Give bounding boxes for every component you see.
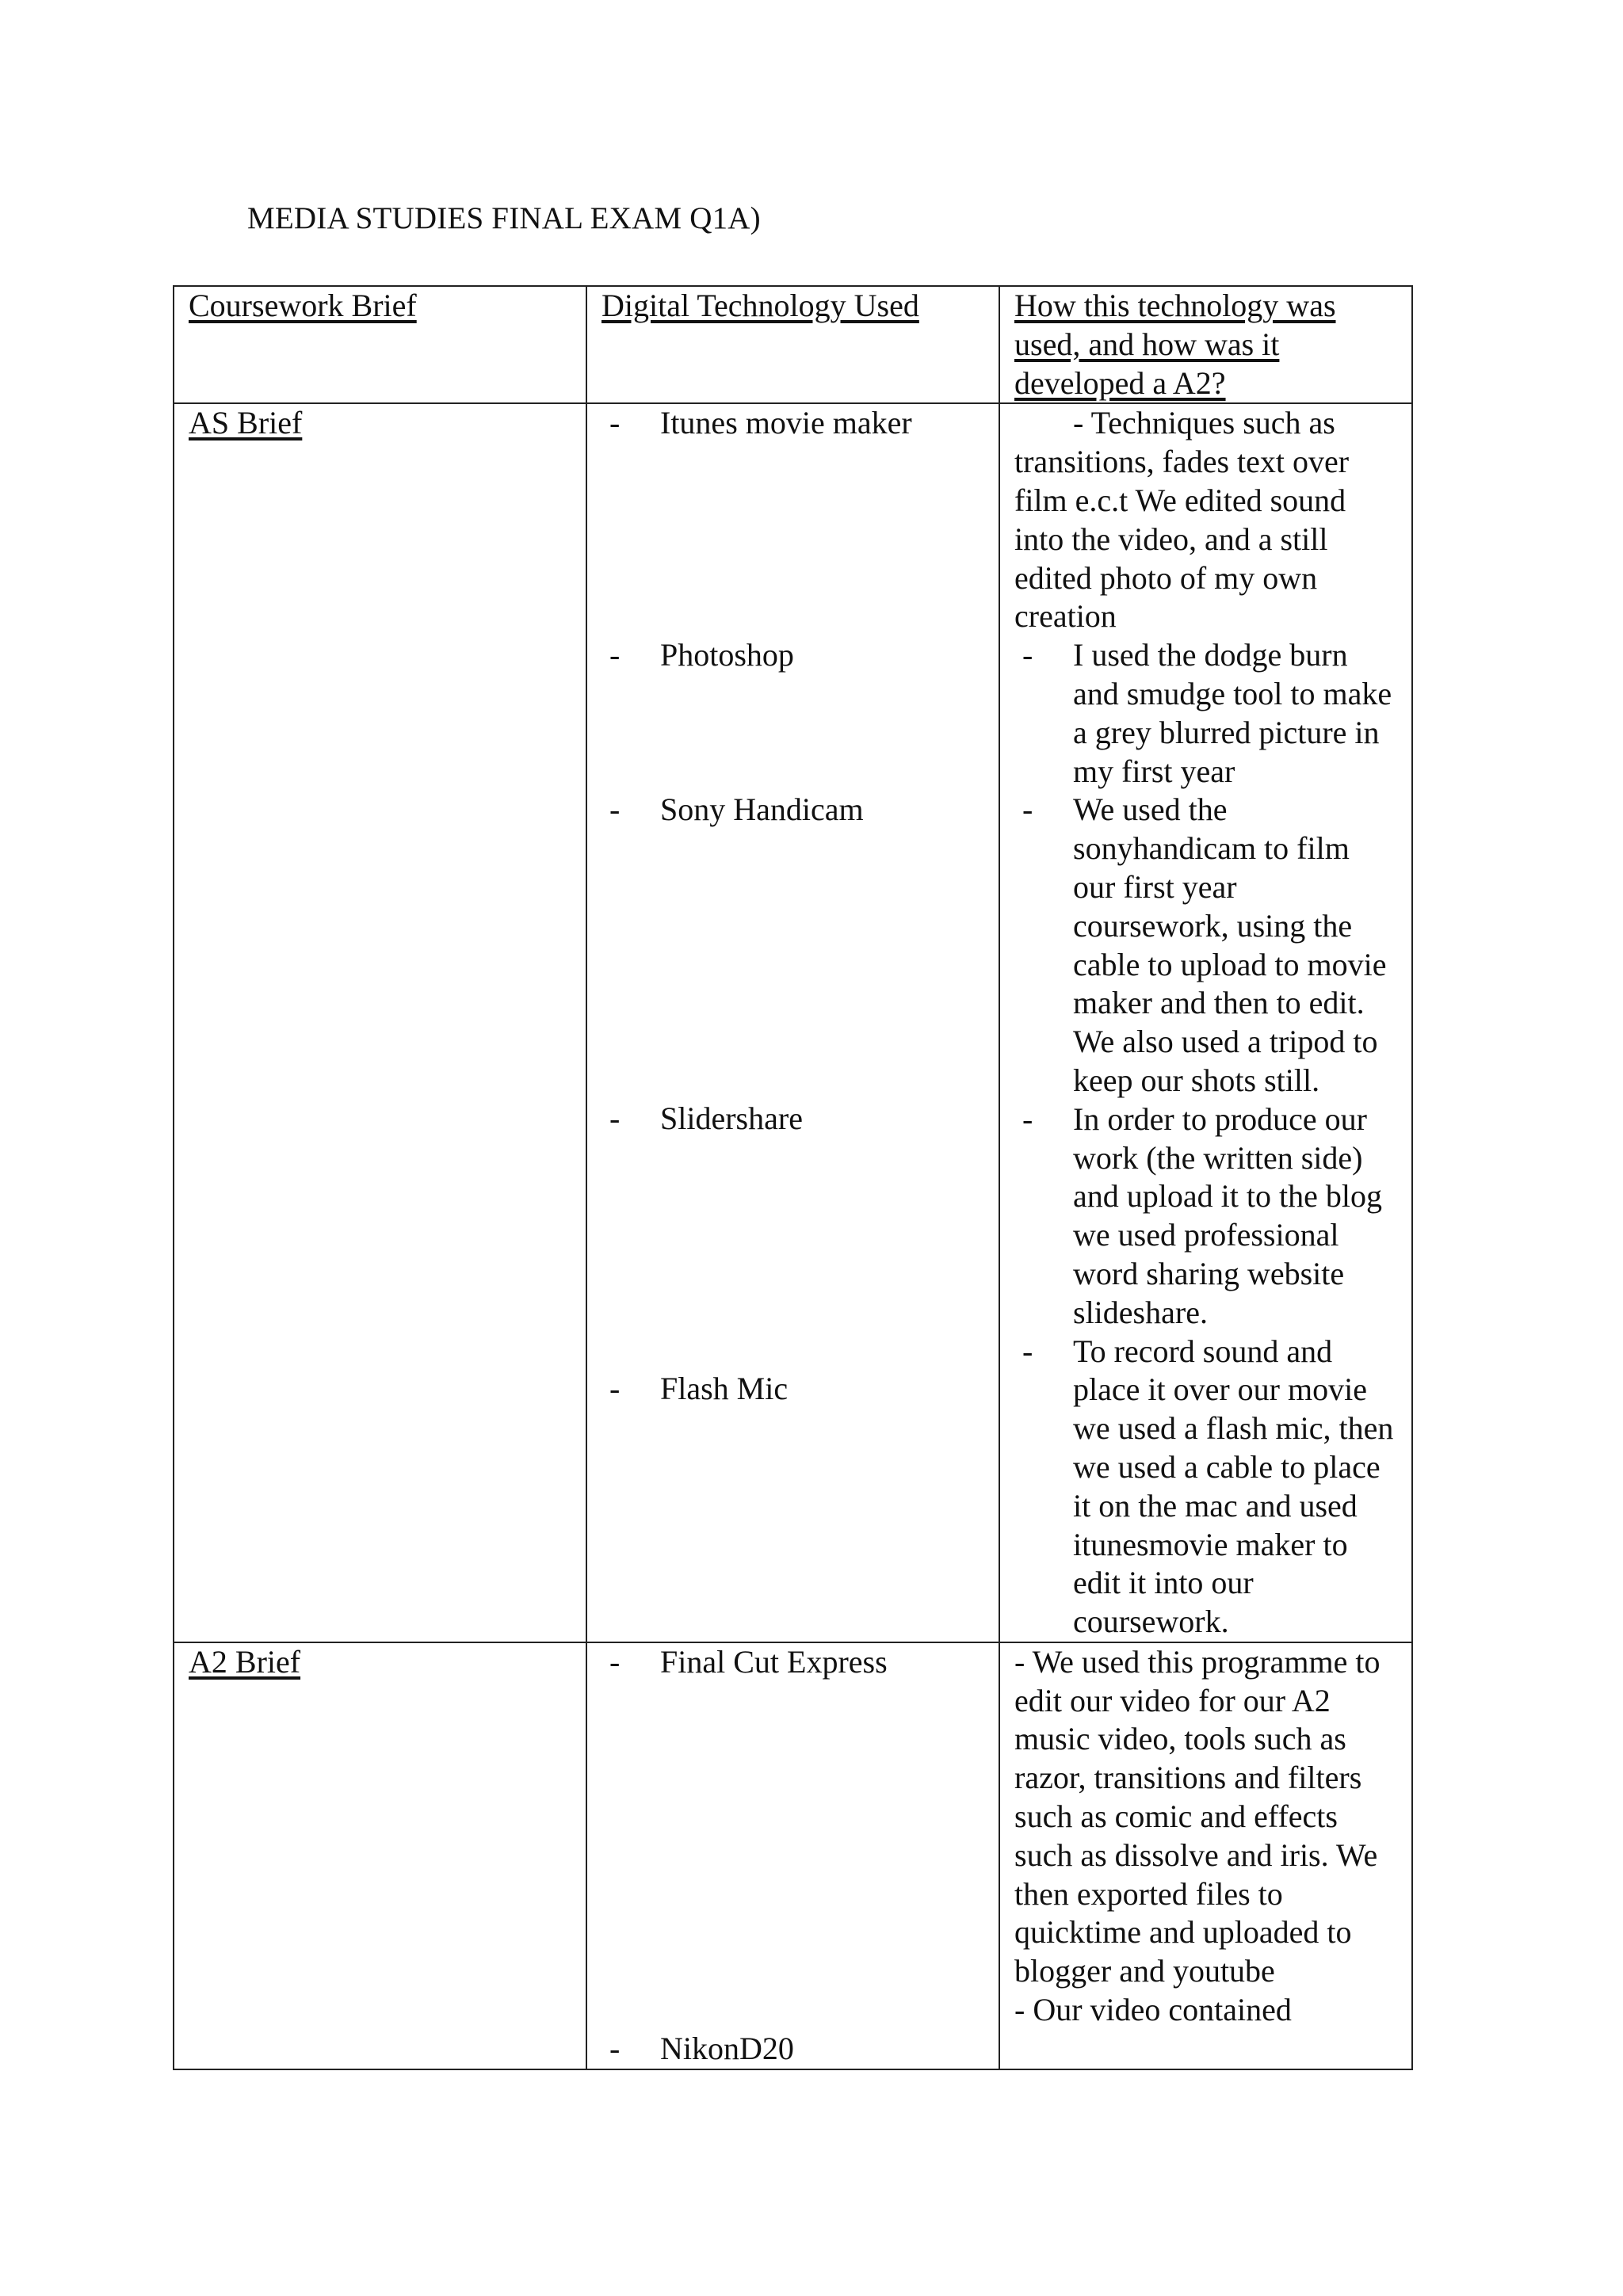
dash: - xyxy=(1022,791,1033,828)
dash: - xyxy=(609,1643,621,1680)
tech-item-final-cut-express xyxy=(601,1643,986,2030)
table-row-as-brief xyxy=(174,403,1412,1642)
how-text: I used the dodge burn and smudge tool to make a grey blurred picture in my first year xyxy=(1073,637,1392,789)
how-text: - Our video contained xyxy=(1014,1992,1292,2028)
how-item-final-cut-express xyxy=(1014,1643,1399,1991)
technology-cell-as xyxy=(586,403,999,1642)
tech-item-slidershare xyxy=(601,1100,986,1370)
tech-label: Final Cut Express xyxy=(660,1643,888,1680)
dash: - xyxy=(609,405,621,441)
dash: - xyxy=(609,1100,621,1137)
tech-item-photoshop xyxy=(601,636,986,791)
how-text: In order to produce our work (the written side) and upload it to the blog we used professional word sharing website slideshare. xyxy=(1073,1100,1382,1330)
header-coursework-brief: Coursework Brief xyxy=(174,286,586,403)
tech-label: Photoshop xyxy=(660,637,794,673)
tech-label: Flash Mic xyxy=(660,1371,789,1407)
dash: - xyxy=(1022,637,1033,673)
tech-label: Sony Handicam xyxy=(660,791,864,828)
dash: - xyxy=(609,1371,621,1407)
dash: - xyxy=(609,791,621,828)
dash: - xyxy=(1073,405,1084,441)
dash: - xyxy=(1022,1333,1033,1369)
brief-a2: A2 Brief xyxy=(174,1642,586,2069)
tech-item-itunes xyxy=(601,404,986,636)
how-item-slidershare xyxy=(1014,1100,1399,1333)
coursework-table xyxy=(173,285,1413,2070)
dash: - xyxy=(1022,1100,1033,1137)
how-cell-as xyxy=(999,403,1412,1642)
tech-label: NikonD20 xyxy=(660,2030,794,2066)
how-cell-a2 xyxy=(999,1642,1412,2069)
technology-cell-a2 xyxy=(586,1642,999,2069)
how-item-nikon-d20 xyxy=(1014,1991,1399,2030)
how-text: To record sound and place it over our movie we used a flash mic, then we used a cable to place it on the mac and used itunesmovie maker to edit it into our coursework. xyxy=(1073,1333,1394,1640)
how-item-sony-handicam xyxy=(1014,791,1399,1100)
dash: - xyxy=(609,2030,621,2066)
how-text: - We used this programme to edit our video for our A2 music video, tools such as razor, transitions and filters such as comic and effects such as dissolve and iris. We then exported files to quicktime and uploaded to blogger and youtube xyxy=(1014,1643,1381,1989)
header-digital-technology: Digital Technology Used xyxy=(586,286,999,403)
how-item-flash-mic xyxy=(1014,1333,1399,1642)
tech-item-nikon-d20 xyxy=(601,2030,986,2069)
how-text: Techniques such as transitions, fades text over film e.c.t We edited sound into the video, and a still edited photo of my own creation xyxy=(1014,405,1350,635)
tech-item-flash-mic xyxy=(601,1370,986,1409)
tech-item-sony-handicam xyxy=(601,791,986,1100)
tech-label: Slidershare xyxy=(660,1100,803,1137)
brief-as: AS Brief xyxy=(174,403,586,1642)
document-title: MEDIA STUDIES FINAL EXAM Q1A) xyxy=(247,201,761,235)
how-item-itunes xyxy=(1014,404,1399,636)
how-item-photoshop xyxy=(1014,636,1399,791)
dash: - xyxy=(609,637,621,673)
table-header-row xyxy=(174,286,1412,403)
how-text: We used the sonyhandicam to film our first year coursework, using the cable to upload to movie maker and then to edit. We also used a tripod to keep our shots still. xyxy=(1073,791,1387,1098)
tech-label: Itunes movie maker xyxy=(660,405,912,441)
table-row-a2-brief xyxy=(174,1642,1412,2069)
header-how-used: How this technology was used, and how was it developed a A2? xyxy=(999,286,1412,403)
